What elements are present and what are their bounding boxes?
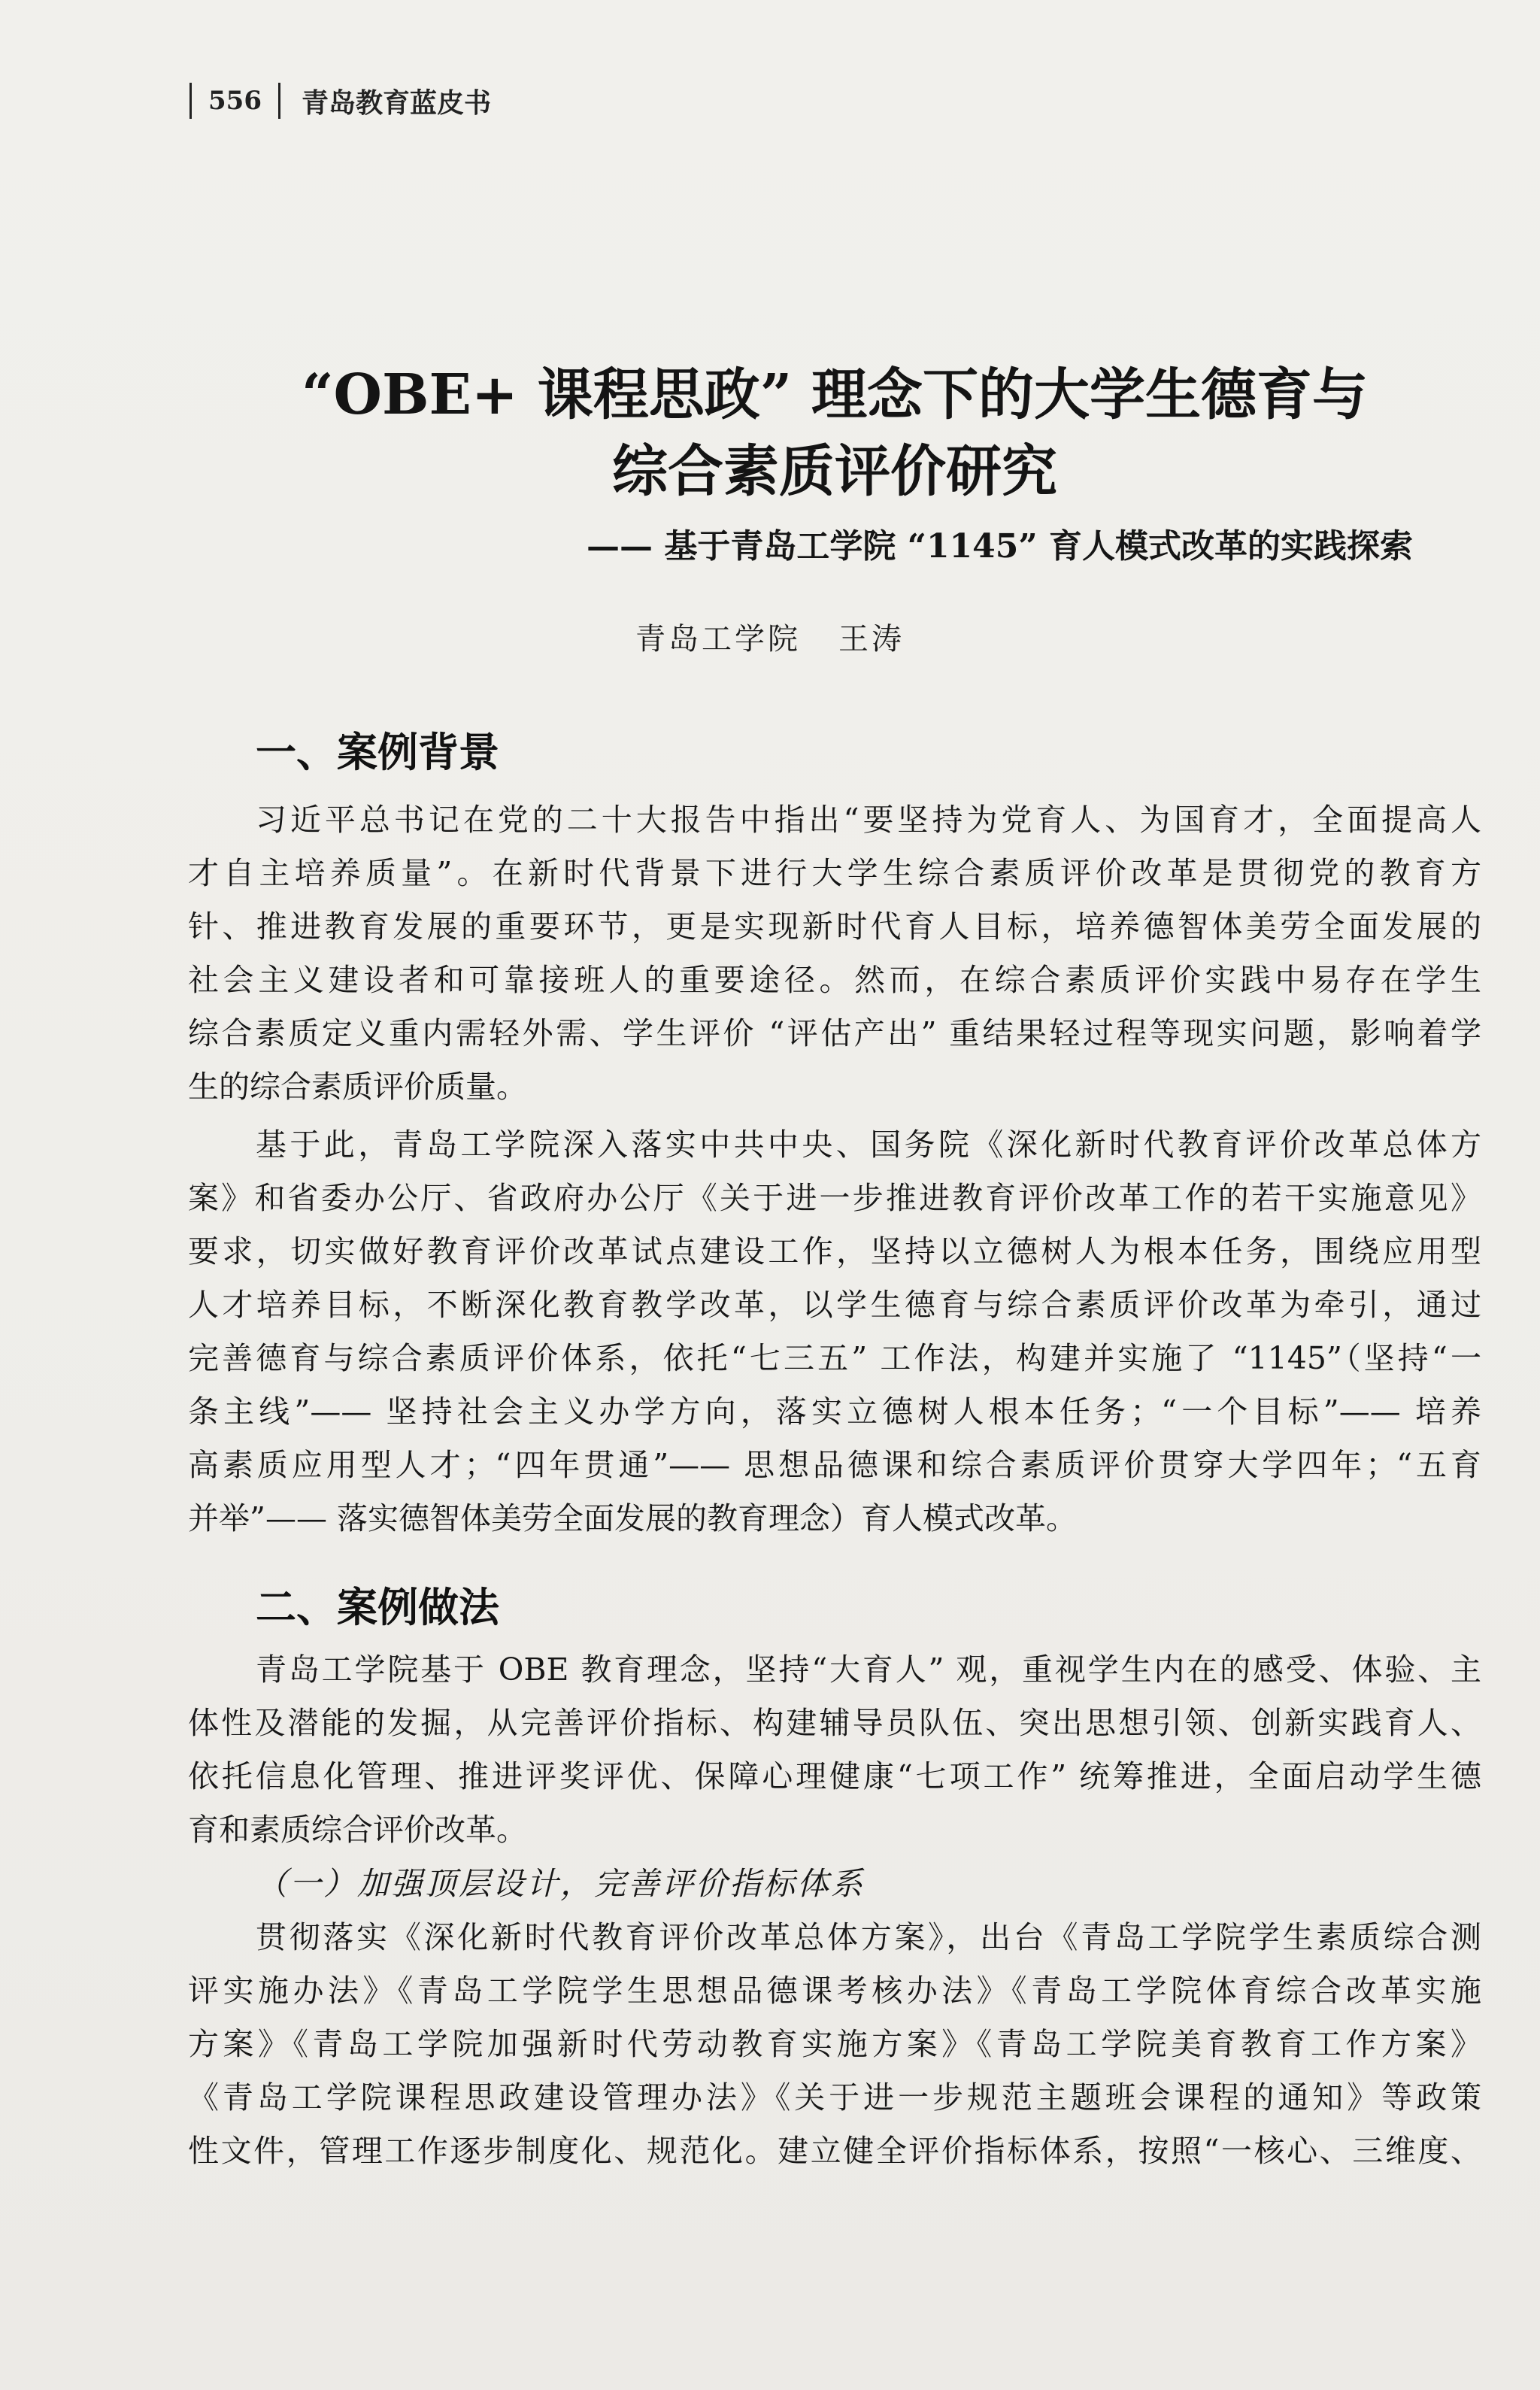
article-title-line-1: “OBE+ 课程思政” 理念下的大学生德育与 (301, 362, 1369, 427)
paragraph-line: 社会主义建设者和可靠接班人的重要途径。然而，在综合素质评价实践中易存在学生 (188, 962, 1481, 998)
paragraph-line: 贯彻落实《深化新时代教育评价改革总体方案》，出台《青岛工学院学生素质综合测 (256, 1919, 1481, 1955)
paragraph-line: 综合素质定义重内需轻外需、学生评价 “评估产出” 重结果轻过程等现实问题，影响着学 (188, 1015, 1481, 1051)
paragraph-line: 依托信息化管理、推进评奖评优、保障心理健康“七项工作” 统筹推进，全面启动学生德 (188, 1758, 1481, 1794)
paragraph-line: 才自主培养质量”。在新时代背景下进行大学生综合素质评价改革是贯彻党的教育方 (188, 855, 1481, 891)
author-name: 王涛 (838, 622, 905, 657)
paragraph-line: 人才培养目标，不断深化教育教学改革，以学生德育与综合素质评价改革为牵引，通过 (188, 1287, 1481, 1323)
paragraph-line: 《青岛工学院课程思政建设管理办法》《关于进一步规范主题班会课程的通知》等政策 (188, 2079, 1481, 2116)
paragraph-line: 评实施办法》《青岛工学院学生思想品德课考核办法》《青岛工学院体育综合改革实施 (188, 1973, 1481, 2009)
paragraph-line: 生的综合素质评价质量。 (188, 1069, 527, 1105)
running-header (189, 81, 491, 120)
paragraph-line: 性文件，管理工作逐步制度化、规范化。建立健全评价指标体系，按照“一核心、三维度、 (188, 2133, 1481, 2169)
paragraph-line: 完善德育与综合素质评价体系，依托“七三五” 工作法，构建并实施了 “1145”（坚持“一 (188, 1340, 1481, 1376)
section-heading-practice: 二、案例做法 (256, 1584, 499, 1631)
paragraph-line: 案》和省委办公厅、省政府办公厅《关于进一步推进教育评价改革工作的若干实施意见》 (188, 1180, 1481, 1216)
paragraph-line: 高素质应用型人才；“四年贯通”—— 思想品德课和综合素质评价贯穿大学四年；“五育 (188, 1447, 1481, 1483)
paragraph-line: 育和素质综合评价改革。 (188, 1812, 527, 1848)
paragraph-line: 体性及潜能的发掘，从完善评价指标、构建辅导员队伍、突出思想引领、创新实践育人、 (188, 1705, 1481, 1741)
paragraph-line: 针、推进教育发展的重要环节，更是实现新时代育人目标，培养德智体美劳全面发展的 (188, 908, 1481, 945)
subsection-heading-1: （一）加强顶层设计，完善评价指标体系 (256, 1865, 865, 1902)
author-organization: 青岛工学院 (635, 622, 801, 657)
paragraph-line: 方案》《青岛工学院加强新时代劳动教育实施方案》《青岛工学院美育教育工作方案》 (188, 2026, 1481, 2062)
paragraph-line: 习近平总书记在党的二十大报告中指出“要坚持为党育人、为国育才，全面提高人 (256, 802, 1481, 838)
article-title-line-2: 综合素质评价研究 (612, 439, 1057, 504)
book-title: 青岛教育蓝皮书 (301, 87, 491, 119)
paragraph-line: 基于此，青岛工学院深入落实中共中央、国务院《深化新时代教育评价改革总体方 (256, 1127, 1481, 1163)
section-heading-background: 一、案例背景 (256, 729, 499, 776)
page-number: 556 (208, 86, 262, 116)
paragraph-line: 条主线”—— 坚持社会主义办学方向，落实立德树人根本任务；“一个目标”—— 培养 (188, 1394, 1481, 1430)
author-line (0, 615, 1540, 658)
paragraph-line: 并举”—— 落实德智体美劳全面发展的教育理念）育人模式改革。 (188, 1500, 1077, 1536)
paragraph-line: 要求，切实做好教育评价改革试点建设工作，坚持以立德树人为根本任务，围绕应用型 (188, 1233, 1481, 1269)
paragraph-line: 青岛工学院基于 OBE 教育理念，坚持“大育人” 观，重视学生内在的感受、体验、主 (256, 1651, 1481, 1688)
article-subtitle: —— 基于青岛工学院 “1145” 育人模式改革的实践探索 (587, 527, 1414, 566)
